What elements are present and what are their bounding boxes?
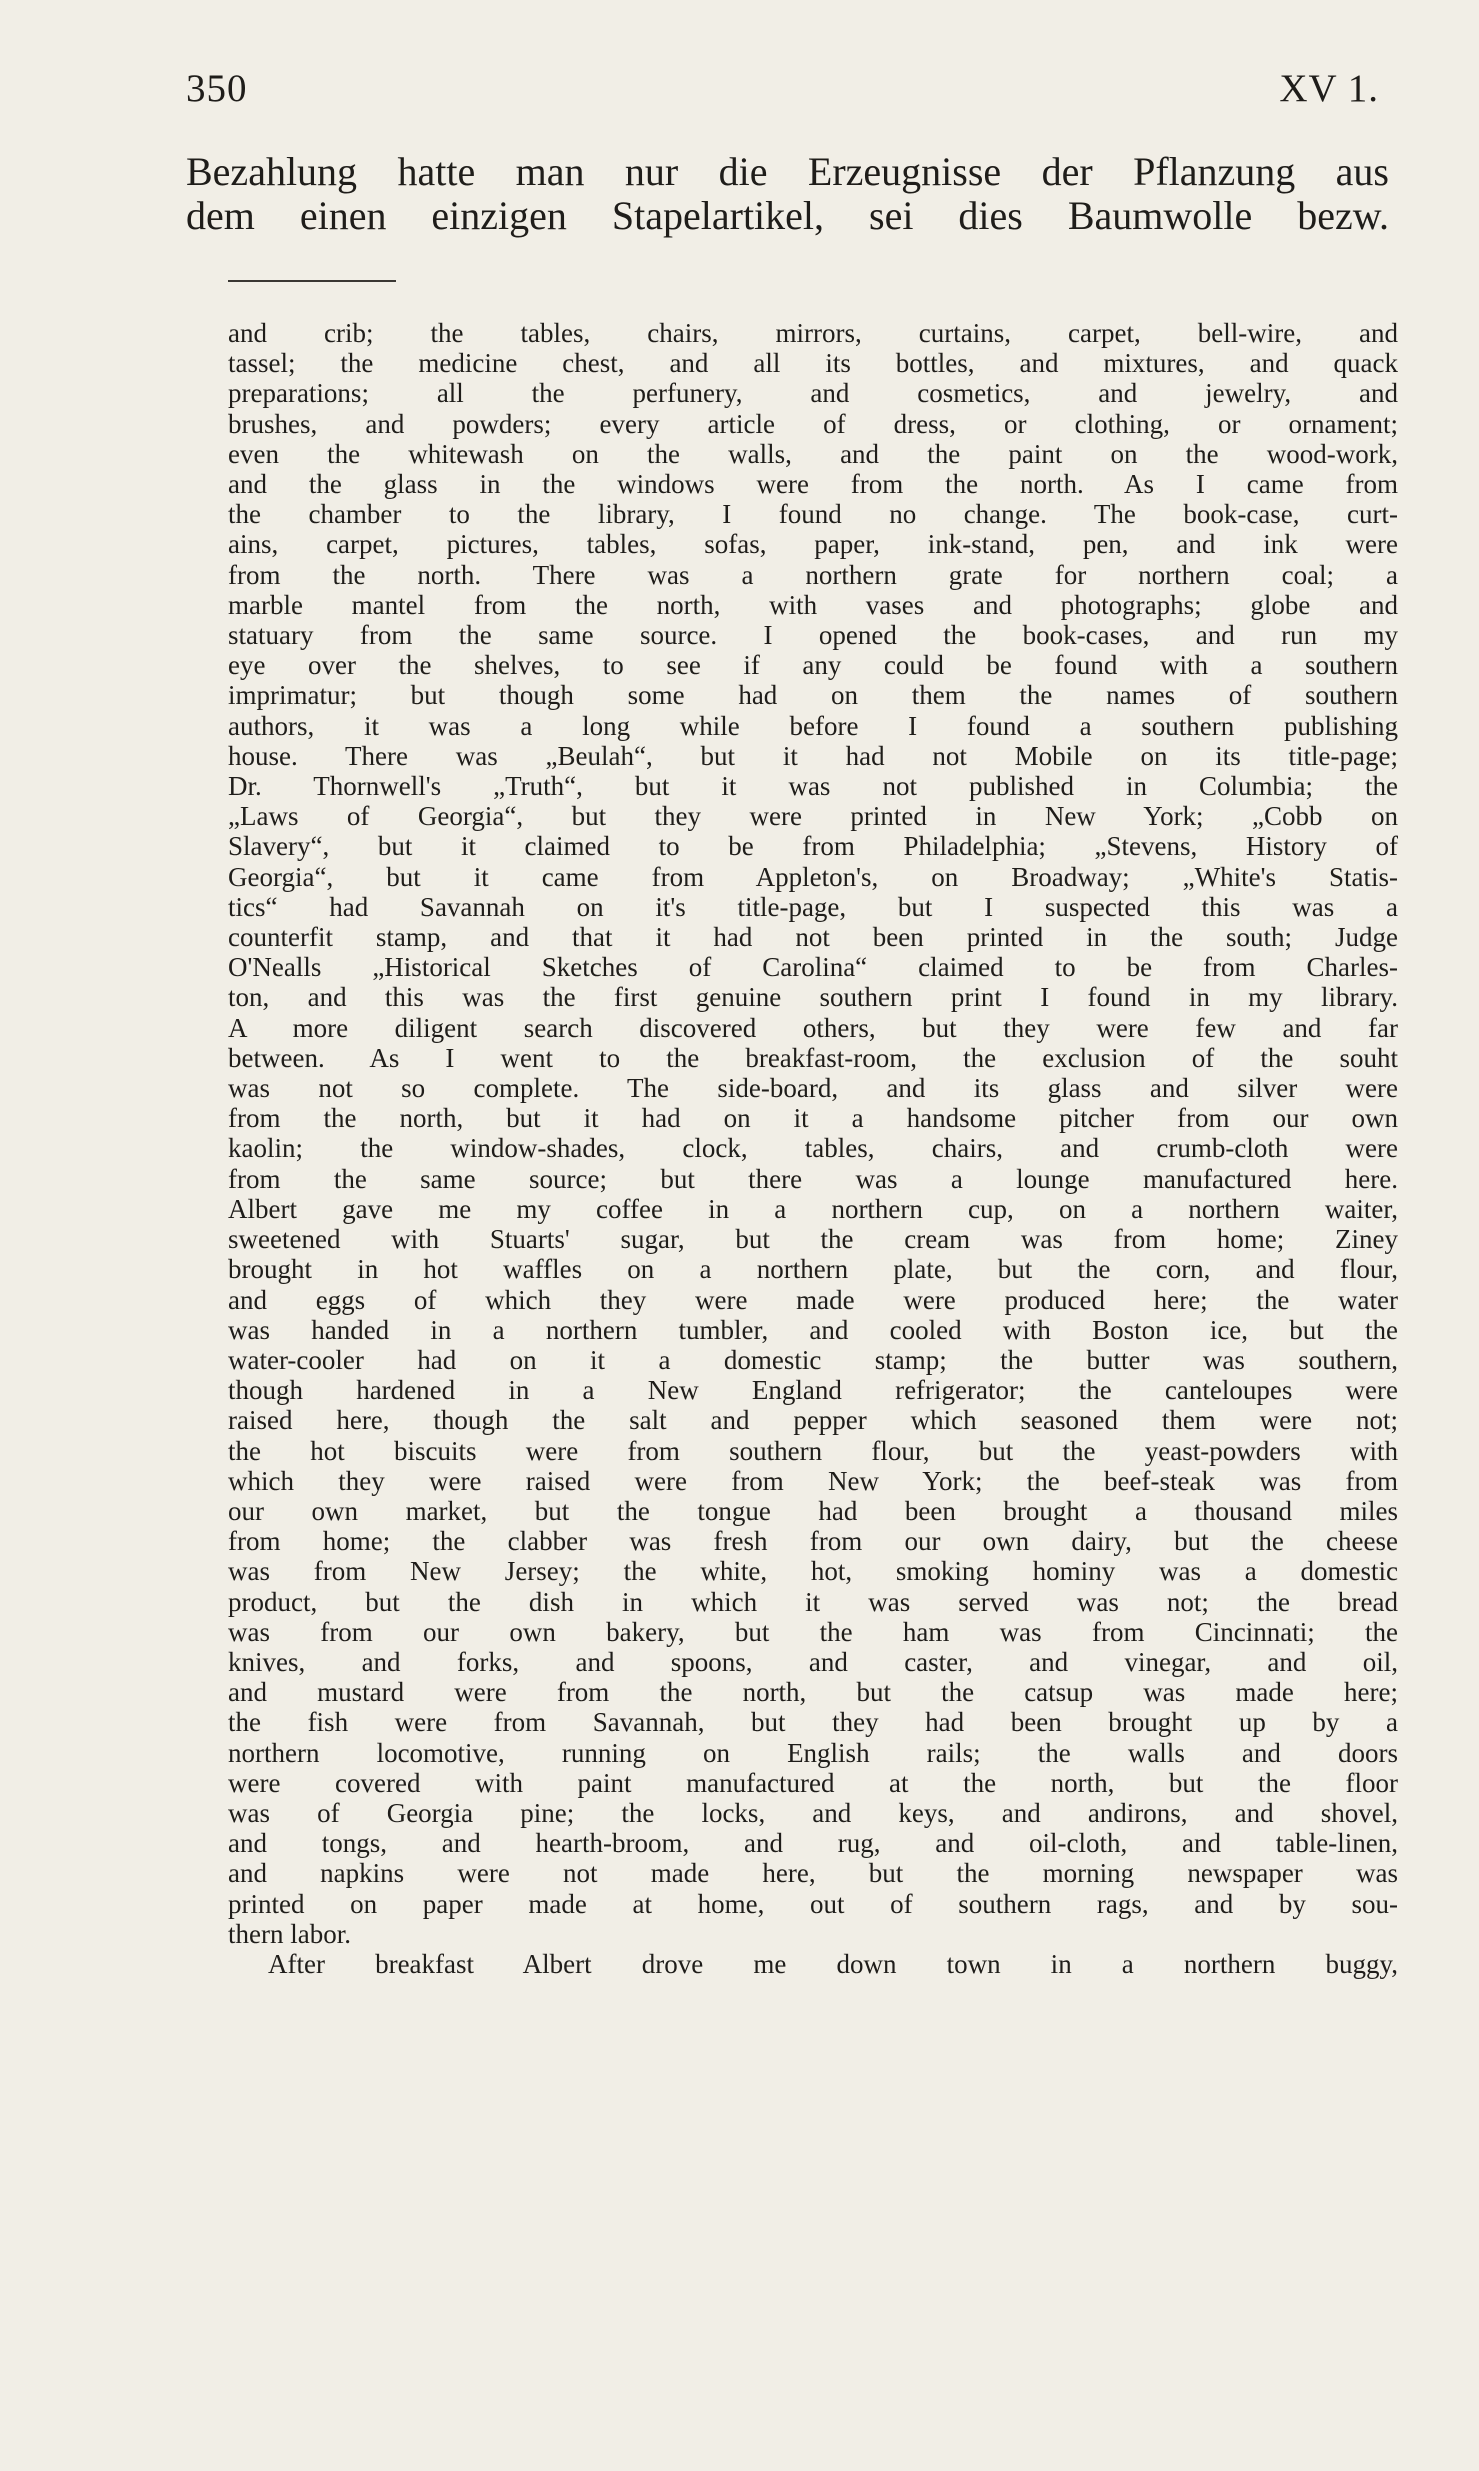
footnote-line: house. There was „Beulah“, but it had not Mobile on its title-page; (228, 740, 1398, 771)
footnote-line: raised here, though the salt and pepper which seasoned them were not; (228, 1405, 1398, 1436)
footnote-line: were covered with paint manufactured at the north, but the floor (228, 1767, 1398, 1798)
page-header (186, 66, 1379, 116)
footnote-line: from the north. There was a northern grate for northern coal; a (228, 559, 1398, 590)
footnote-line: „Laws of Georgia“, but they were printed in New York; „Cobb on (228, 801, 1398, 832)
footnote-line: and mustard were from the north, but the catsup was made here; (228, 1677, 1398, 1708)
footnote-line: was from New Jersey; the white, hot, smoking hominy was a domestic (228, 1556, 1398, 1587)
footnote-line: and tongs, and hearth-broom, and rug, and oil-cloth, and table-linen, (228, 1828, 1398, 1859)
page-number: 350 (186, 67, 248, 110)
footnote-line: and crib; the tables, chairs, mirrors, curtains, carpet, bell-wire, and (228, 318, 1398, 348)
footnote-line: and eggs of which they were made were produced here; the water (228, 1284, 1398, 1315)
footnote-line: tics“ had Savannah on it's title-page, but I suspected this was a (228, 891, 1398, 922)
footnote-line: sweetened with Stuarts' sugar, but the cream was from home; Ziney (228, 1224, 1398, 1255)
footnote-line: was from our own bakery, but the ham was from Cincinnati; the (228, 1616, 1398, 1647)
section-marker: XV 1. (1279, 67, 1379, 110)
footnote-line: tassel; the medicine chest, and all its bottles, and mixtures, and quack (228, 348, 1398, 379)
footnote-line: Albert gave me my coffee in a northern cup, on a northern waiter, (228, 1193, 1398, 1224)
footnote-line: Dr. Thornwell's „Truth“, but it was not published in Columbia; the (228, 771, 1398, 802)
footnote-line: between. As I went to the breakfast-room, the exclusion of the souht (228, 1042, 1398, 1073)
footnote-line: our own market, but the tongue had been brought a thousand miles (228, 1495, 1398, 1526)
footnote-text (228, 318, 1398, 1979)
footnote-separator-rule (228, 280, 396, 282)
footnote-line: brushes, and powders; every article of dress, or clothing, or ornament; (228, 408, 1398, 439)
footnote-line: knives, and forks, and spoons, and caster, and vinegar, and oil, (228, 1646, 1398, 1677)
footnote-line: from home; the clabber was fresh from our own dairy, but the cheese (228, 1526, 1398, 1557)
footnote-line: authors, it was a long while before I found a southern publishing (228, 710, 1398, 741)
footnote-line: Slavery“, but it claimed to be from Philadelphia; „Stevens, History of (228, 831, 1398, 862)
footnote-line: Georgia“, but it came from Appleton's, on Broadway; „White's Statis- (228, 861, 1398, 892)
footnote-line: the hot biscuits were from southern flour, but the yeast-powders with (228, 1435, 1398, 1466)
footnote-line: water-cooler had on it a domestic stamp; the butter was southern, (228, 1344, 1398, 1375)
footnote-line: O'Nealls „Historical Sketches of Carolina“ claimed to be from Charles- (228, 952, 1398, 983)
footnote-line: ton, and this was the first genuine southern print I found in my library. (228, 982, 1398, 1013)
footnote-line: eye over the shelves, to see if any could be found with a southern (228, 650, 1398, 681)
footnote-line: statuary from the same source. I opened the book-cases, and run my (228, 620, 1398, 651)
footnote-line: preparations; all the perfunery, and cosmetics, and jewelry, and (228, 378, 1398, 409)
footnote-line: product, but the dish in which it was served was not; the bread (228, 1586, 1398, 1617)
footnote-line: though hardened in a New England refrigerator; the canteloupes were (228, 1375, 1398, 1406)
footnote-line: kaolin; the window-shades, clock, tables, chairs, and crumb-cloth were (228, 1133, 1398, 1164)
footnote-line: which they were raised were from New York; the beef-steak was from (228, 1465, 1398, 1496)
main-text-line: Bezahlung hatte man nur die Erzeugnisse der Pflanzung aus (186, 149, 1389, 194)
footnote-line: marble mantel from the north, with vases and photographs; globe and (228, 589, 1398, 620)
footnote-line: was not so complete. The side-board, and its glass and silver were (228, 1073, 1398, 1104)
footnote-line: from the north, but it had on it a handsome pitcher from our own (228, 1103, 1398, 1134)
footnote-line: and the glass in the windows were from the north. As I came from (228, 469, 1398, 500)
footnote-line: A more diligent search discovered others, but they were few and far (228, 1012, 1398, 1043)
footnote-line: the chamber to the library, I found no change. The book-case, curt- (228, 499, 1398, 530)
footnote-line: After breakfast Albert drove me down town in a northern buggy, (268, 1948, 1398, 1979)
main-text-line: dem einen einzigen Stapelartikel, sei dies Baumwolle bezw. (186, 193, 1389, 238)
main-text (186, 150, 1389, 238)
footnote-line: thern labor. (228, 1918, 351, 1949)
footnote-line: ains, carpet, pictures, tables, sofas, paper, ink-stand, pen, and ink were (228, 529, 1398, 560)
footnote-line: the fish were from Savannah, but they had been brought up by a (228, 1707, 1398, 1738)
footnote-line: was handed in a northern tumbler, and cooled with Boston ice, but the (228, 1314, 1398, 1345)
footnote-line: printed on paper made at home, out of southern rags, and by sou- (228, 1888, 1398, 1919)
footnote-line: from the same source; but there was a lounge manufactured here. (228, 1163, 1398, 1194)
footnote-line: was of Georgia pine; the locks, and keys, and andirons, and shovel, (228, 1797, 1398, 1828)
footnote-line: northern locomotive, running on English rails; the walls and doors (228, 1737, 1398, 1768)
footnote-line: counterfit stamp, and that it had not been printed in the south; Judge (228, 922, 1398, 953)
footnote-line: brought in hot waffles on a northern plate, but the corn, and flour, (228, 1254, 1398, 1285)
footnote-line: even the whitewash on the walls, and the paint on the wood-work, (228, 438, 1398, 469)
footnote-line: imprimatur; but though some had on them the names of southern (228, 680, 1398, 711)
footnote-line: and napkins were not made here, but the morning newspaper was (228, 1858, 1398, 1889)
